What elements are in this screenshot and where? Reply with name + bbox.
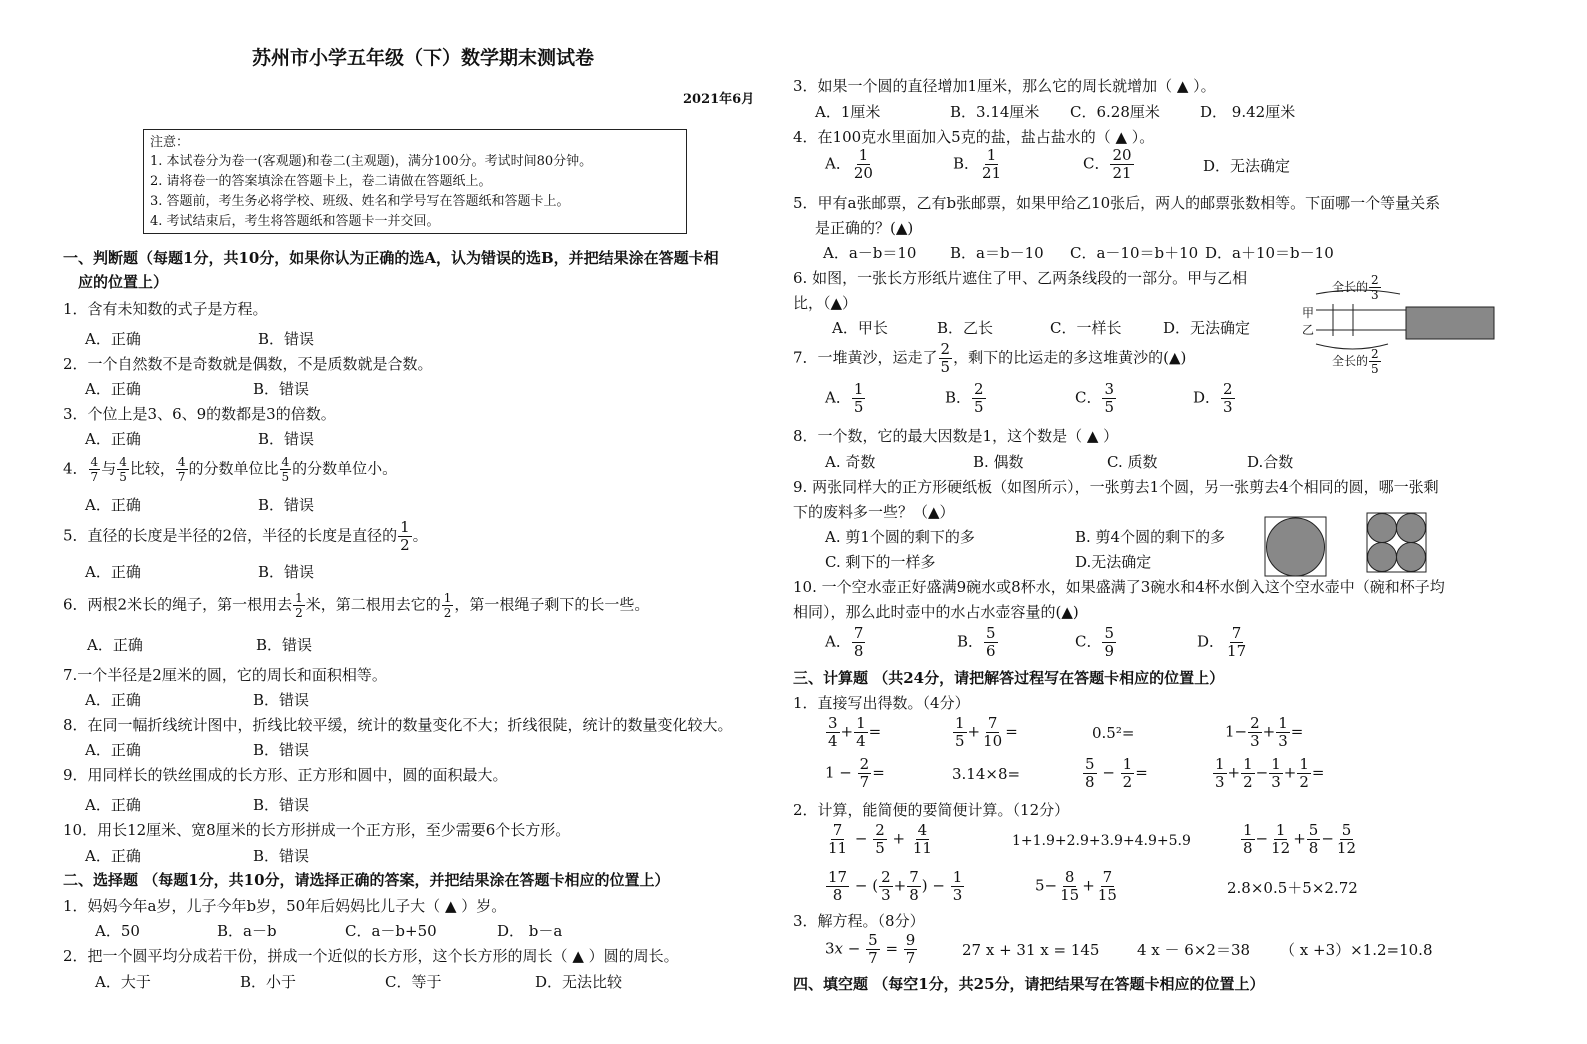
fraction: $\frac{2}{3}$ bbox=[1223, 380, 1233, 416]
option-b: B．错误 bbox=[258, 330, 315, 348]
equation: 4 x － 6×2＝38 bbox=[1137, 941, 1251, 959]
choice-q6-cont: 比，（▲） bbox=[793, 294, 858, 312]
fraction: $\frac{1}{8}$ bbox=[1243, 821, 1253, 857]
fraction: $\frac{1}{2}$ bbox=[295, 591, 303, 620]
option-a: A．a－b＝10 bbox=[823, 244, 917, 262]
fraction: $\frac{1}{3}$ bbox=[1278, 714, 1288, 750]
choice-q5: 5．甲有a张邮票，乙有b张邮票，如果甲给乙10张后，两人的邮票张数相等。下面哪一个等量关系 bbox=[793, 194, 1441, 212]
option-b: B．乙长 bbox=[937, 319, 994, 337]
option-b: B．小于 bbox=[240, 973, 297, 991]
option-b: B．错误 bbox=[253, 380, 310, 398]
option-a: A．正确 bbox=[85, 330, 141, 348]
equation: （ x +3）×1.2=10.8 bbox=[1280, 941, 1433, 959]
option-a: A．正确 bbox=[87, 636, 143, 654]
option-b: B． $\frac{2}{5}$ bbox=[945, 380, 984, 416]
expression: $\frac{1}{3}$ + $\frac{1}{2}$ − $\frac{1}{3}$ + $\frac{1}{2}$ = bbox=[1215, 755, 1325, 791]
calc-part2: 2．计算，能简便的要简便计算。（12分） bbox=[793, 801, 1070, 819]
fraction: $\frac{2}{5}$ bbox=[875, 821, 885, 857]
fraction: $\frac{1}{21}$ bbox=[982, 146, 1002, 182]
judge-q5: 5．直径的长度是半径的2倍，半径的长度是直径的 $\frac{1}{2}$ 。 bbox=[63, 518, 428, 554]
section3-heading: 三、计算题 （共24分，请把解答过程写在答题卡相应的位置上） bbox=[793, 669, 1225, 687]
page-title: 苏州市小学五年级（下）数学期末测试卷 bbox=[252, 47, 595, 69]
choice-q8: 8．一个数，它的最大因数是1，这个数是（ ▲ ） bbox=[793, 427, 1119, 445]
option-b: B．错误 bbox=[253, 741, 310, 759]
option-b: B． $\frac{1}{21}$ bbox=[953, 146, 1002, 182]
expression: 5− $\frac{8}{15}$ + $\frac{7}{15}$ bbox=[1035, 868, 1117, 904]
section1-heading: 一、判断题（每题1分，共10分，如果你认为正确的选A，认为错误的选B，并把结果涂在答题卡相 bbox=[63, 249, 719, 267]
choice-q10-cont: 相同），那么此时壶中的水占水壶容量的(▲) bbox=[793, 603, 1079, 621]
fraction: $\frac{5}{12}$ bbox=[1336, 821, 1357, 857]
figure-top-label: 全长的 $\frac{2}{3}$ bbox=[1332, 273, 1379, 302]
fraction: $\frac{4}{7}$ bbox=[177, 455, 186, 484]
option-d: D．a＋10＝b－10 bbox=[1205, 244, 1334, 262]
fraction: $\frac{5}{8}$ bbox=[1085, 755, 1095, 791]
fraction: $\frac{1}{4}$ bbox=[856, 714, 866, 750]
option-c: C．a－b+50 bbox=[345, 922, 437, 940]
fraction: $\frac{1}{2}$ bbox=[1243, 755, 1253, 791]
option-a: A． $\frac{1}{20}$ bbox=[825, 146, 873, 182]
fraction: $\frac{1}{3}$ bbox=[1271, 755, 1281, 791]
option-a: A．正确 bbox=[85, 563, 141, 581]
section4-heading: 四、填空题 （每空1分，共25分，请把结果写在答题卡相应的位置上） bbox=[793, 975, 1265, 993]
option-a: A．正确 bbox=[85, 380, 141, 398]
section2-heading: 二、选择题 （每题1分，共10分，请选择正确的答案，并把结果涂在答题卡相应的位置上） bbox=[63, 871, 670, 889]
label-yi: 乙 bbox=[1302, 323, 1315, 337]
option-c: C． $\frac{3}{5}$ bbox=[1075, 380, 1115, 416]
judge-q7: 7.一个半径是2厘米的圆，它的周长和面积相等。 bbox=[63, 666, 387, 684]
fraction: $\frac{1}{3}$ bbox=[1215, 755, 1225, 791]
expression: $\frac{1}{8}$ − $\frac{1}{12}$ + $\frac{5}{8}$ − $\frac{5}{12}$ bbox=[1243, 821, 1357, 857]
option-b: B．错误 bbox=[253, 691, 310, 709]
fraction: $\frac{4}{5}$ bbox=[119, 455, 127, 484]
fraction: $\frac{5}{8}$ bbox=[1308, 821, 1319, 857]
notice-box bbox=[143, 129, 687, 234]
option-b: B．a＝b－10 bbox=[950, 244, 1044, 262]
fraction: $\frac{5}{7}$ bbox=[868, 931, 878, 967]
option-a: A．50 bbox=[95, 922, 140, 940]
segment-figure-drawing bbox=[1298, 268, 1498, 374]
fraction: $\frac{3}{4}$ bbox=[828, 714, 838, 750]
fraction: $\frac{7}{15}$ bbox=[1097, 868, 1117, 904]
calc-part3: 3．解方程。（8分） bbox=[793, 912, 925, 930]
choice-q4: 4．在100克水里面加入5克的盐，盐占盐水的（ ▲ ）。 bbox=[793, 128, 1155, 146]
square-one-circle-figure bbox=[1264, 516, 1328, 578]
fraction: $\frac{7}{11}$ bbox=[828, 821, 848, 857]
option-a: A．大于 bbox=[95, 973, 151, 991]
notice-line: 3. 答题前，考生务必将学校、班级、姓名和学号写在答题纸和答题卡上。 bbox=[150, 194, 570, 209]
notice-line: 4. 考试结束后，考生将答题纸和答题卡一并交回。 bbox=[150, 214, 440, 229]
square-four-circles-figure bbox=[1366, 512, 1428, 574]
fraction: $\frac{2}{3}$ bbox=[1371, 273, 1379, 302]
fraction: $\frac{7}{8}$ bbox=[853, 624, 864, 660]
segment-figure bbox=[1298, 268, 1498, 374]
option-a: A． $\frac{7}{8}$ bbox=[825, 624, 864, 660]
expression: $\frac{7}{11}$ − $\frac{2}{5}$ + $\frac{4}{11}$ bbox=[828, 821, 932, 857]
figure-bottom-label: 全长的 $\frac{2}{5}$ bbox=[1332, 347, 1379, 376]
judge-q9: 9．用同样长的铁丝围成的长方形、正方形和圆中，圆的面积最大。 bbox=[63, 766, 508, 784]
option-d: D． $\frac{2}{3}$ bbox=[1193, 380, 1233, 416]
judge-q1: 1．含有未知数的式子是方程。 bbox=[63, 300, 268, 318]
option-b: B．错误 bbox=[253, 847, 310, 865]
option-c: C．一样长 bbox=[1050, 319, 1122, 337]
option-b: B. 剪4个圆的剩下的多 bbox=[1075, 528, 1226, 546]
option-b: B．a－b bbox=[217, 922, 277, 940]
expression: $\frac{1}{5}$ + $\frac{7}{10}$ = bbox=[955, 714, 1018, 750]
judge-q8: 8．在同一幅折线统计图中，折线比较平缓，统计的数量变化不大；折线很陡，统计的数量变化较大。 bbox=[63, 716, 733, 734]
fraction: $\frac{1}{5}$ bbox=[955, 714, 965, 750]
expression: $\frac{3}{4}$ + $\frac{1}{4}$ = bbox=[828, 714, 882, 750]
choice-q9: 9. 两张同样大的正方形硬纸板（如图所示），一张剪去1个圆，另一张剪去4个相同的圆，哪一张剩 bbox=[793, 478, 1439, 496]
option-a: A．正确 bbox=[85, 741, 141, 759]
judge-q10: 10．用长12厘米、宽8厘米的长方形拼成一个正方形，至少需要6个长方形。 bbox=[63, 821, 571, 839]
option-a: A．正确 bbox=[85, 496, 141, 514]
option-d: D．无法比较 bbox=[535, 973, 623, 991]
option-c: C．等于 bbox=[385, 973, 442, 991]
fraction: $\frac{1}{2}$ bbox=[443, 591, 452, 620]
option-b: B．错误 bbox=[258, 430, 315, 448]
choice-q10: 10. 一个空水壶正好盛满9碗水或8杯水，如果盛满了3碗水和4杯水倒入这个空水壶中（碗和杯子均 bbox=[793, 578, 1445, 596]
choice-q9-cont: 下的废料多一些？（▲） bbox=[793, 503, 955, 521]
judge-q6: 6．两根2米长的绳子，第一根用去 $\frac{1}{2}$ 米，第二根用去它的 $\frac{1}{2}$ ，第一根绳子剩下的长一些。 bbox=[63, 591, 650, 620]
judge-q3: 3．个位上是3、6、9的数都是3的倍数。 bbox=[63, 405, 336, 423]
option-d: D． b－a bbox=[497, 922, 563, 940]
option-a: A. 剪1个圆的剩下的多 bbox=[825, 528, 975, 546]
judge-q2: 2．一个自然数不是奇数就是偶数，不是质数就是合数。 bbox=[63, 355, 433, 373]
section1-heading-cont: 应的位置上） bbox=[78, 273, 169, 291]
choice-q1: 1．妈妈今年a岁，儿子今年b岁，50年后妈妈比儿子大（ ▲ ）岁。 bbox=[63, 897, 507, 915]
fraction: $\frac{7}{10}$ bbox=[983, 714, 1003, 750]
equation: 27 x + 31 x = 145 bbox=[962, 941, 1100, 959]
choice-q6: 6. 如图，一张长方形纸片遮住了甲、乙两条线段的一部分。甲与乙相 bbox=[793, 269, 1248, 287]
option-d: D.合数 bbox=[1247, 453, 1294, 471]
option-a: A．1厘米 bbox=[815, 103, 881, 121]
fraction: $\frac{3}{5}$ bbox=[1104, 380, 1115, 416]
expression: 2.8×0.5＋5×2.72 bbox=[1227, 879, 1358, 897]
fraction: $\frac{4}{11}$ bbox=[912, 821, 932, 857]
option-c: C．a－10＝b＋10 bbox=[1070, 244, 1199, 262]
fraction: $\frac{20}{21}$ bbox=[1112, 146, 1132, 182]
option-a: A．正确 bbox=[85, 796, 141, 814]
exam-date: 2021年6月 bbox=[683, 92, 755, 107]
fraction: $\frac{17}{8}$ bbox=[828, 868, 848, 904]
choice-q3: 3．如果一个圆的直径增加1厘米，那么它的周长就增加（ ▲ ）。 bbox=[793, 77, 1216, 95]
notice-line: 1. 本试卷分为卷一(客观题)和卷二(主观题)，满分100分。考试时间80分钟。 bbox=[150, 154, 593, 169]
expression: $\frac{5}{8}$ − $\frac{1}{2}$ = bbox=[1085, 755, 1148, 791]
expression: 1+1.9+2.9+3.9+4.9+5.9 bbox=[1012, 833, 1191, 849]
option-d: D． $\frac{7}{17}$ bbox=[1197, 624, 1247, 660]
option-a: A．正确 bbox=[85, 691, 141, 709]
fraction: $\frac{2}{5}$ bbox=[940, 340, 951, 376]
fraction: $\frac{1}{5}$ bbox=[853, 380, 864, 416]
choice-q2: 2．把一个圆平均分成若干份，拼成一个近似的长方形，这个长方形的周长（ ▲ ）圆的周长。 bbox=[63, 947, 679, 965]
option-b: B．3.14厘米 bbox=[950, 103, 1040, 121]
option-b: B．错误 bbox=[256, 636, 313, 654]
option-d: D.无法确定 bbox=[1075, 553, 1152, 571]
option-b: B. 偶数 bbox=[973, 453, 1024, 471]
option-a: A．正确 bbox=[85, 430, 141, 448]
option-d: D．无法确定 bbox=[1163, 319, 1251, 337]
fraction: $\frac{2}{5}$ bbox=[974, 380, 984, 416]
fraction: $\frac{2}{3}$ bbox=[1250, 714, 1260, 750]
option-c: C． $\frac{20}{21}$ bbox=[1083, 146, 1132, 182]
equation: 3x − $\frac{5}{7}$ = $\frac{9}{7}$ bbox=[825, 931, 916, 967]
option-b: B． $\frac{5}{6}$ bbox=[957, 624, 996, 660]
expression: 1 − $\frac{2}{7}$ = bbox=[825, 755, 885, 791]
expression: $\frac{17}{8}$ − ( $\frac{2}{3}$ + $\frac{7}{8}$ ) − $\frac{1}{3}$ bbox=[828, 868, 963, 904]
option-b: B．错误 bbox=[253, 796, 310, 814]
option-c: C．6.28厘米 bbox=[1070, 103, 1160, 121]
fraction: $\frac{8}{15}$ bbox=[1060, 868, 1080, 904]
option-d: D．无法确定 bbox=[1203, 157, 1291, 175]
fraction: $\frac{2}{5}$ bbox=[1371, 347, 1379, 376]
fraction: $\frac{2}{3}$ bbox=[881, 868, 891, 904]
choice-q7: 7．一堆黄沙，运走了 $\frac{2}{5}$ ，剩下的比运走的多这堆黄沙的(▲) bbox=[793, 340, 1187, 376]
choice-q5-cont: 是正确的？(▲) bbox=[815, 219, 914, 237]
option-a: A． $\frac{1}{5}$ bbox=[825, 380, 864, 416]
notice-heading: 注意： bbox=[150, 135, 190, 150]
option-d: D． 9.42厘米 bbox=[1200, 103, 1296, 121]
calc-part1: 1．直接写出得数。（4分） bbox=[793, 694, 970, 712]
option-a: A．甲长 bbox=[832, 319, 888, 337]
fraction: $\frac{1}{3}$ bbox=[952, 868, 963, 904]
fraction: $\frac{2}{7}$ bbox=[859, 755, 870, 791]
fraction: $\frac{5}{6}$ bbox=[986, 624, 996, 660]
fraction: $\frac{4}{7}$ bbox=[90, 455, 99, 484]
fraction: $\frac{1}{2}$ bbox=[1299, 755, 1309, 791]
option-b: B．错误 bbox=[258, 496, 315, 514]
fraction: $\frac{7}{17}$ bbox=[1227, 624, 1247, 660]
expression: 0.5²= bbox=[1092, 724, 1135, 742]
option-c: C. 质数 bbox=[1107, 453, 1158, 471]
option-a: A. 奇数 bbox=[825, 453, 876, 471]
judge-q4: 4． $\frac{4}{7}$ 与 $\frac{4}{5}$ 比较， $\frac{4}{7}$ 的分数单位比 $\frac{4}{5}$ 的分数单位小。 bbox=[63, 455, 398, 484]
fraction: $\frac{4}{5}$ bbox=[281, 455, 290, 484]
label-jia: 甲 bbox=[1302, 306, 1315, 320]
fraction: $\frac{1}{20}$ bbox=[853, 146, 873, 182]
expression: 3.14×8= bbox=[952, 765, 1021, 783]
option-c: C. 剩下的一样多 bbox=[825, 553, 936, 571]
expression: 1− $\frac{2}{3}$ + $\frac{1}{3}$ = bbox=[1225, 714, 1304, 750]
fraction: $\frac{1}{12}$ bbox=[1271, 821, 1291, 857]
fraction: $\frac{5}{9}$ bbox=[1104, 624, 1115, 660]
fraction: $\frac{1}{2}$ bbox=[1122, 755, 1133, 791]
option-a: A．正确 bbox=[85, 847, 141, 865]
fraction: $\frac{9}{7}$ bbox=[905, 931, 916, 967]
option-b: B．错误 bbox=[258, 563, 315, 581]
fraction: $\frac{1}{2}$ bbox=[400, 518, 410, 554]
fraction: $\frac{7}{8}$ bbox=[909, 868, 919, 904]
notice-line: 2. 请将卷一的答案填涂在答题卡上，卷二请做在答题纸上。 bbox=[150, 174, 492, 189]
option-c: C． $\frac{5}{9}$ bbox=[1075, 624, 1115, 660]
